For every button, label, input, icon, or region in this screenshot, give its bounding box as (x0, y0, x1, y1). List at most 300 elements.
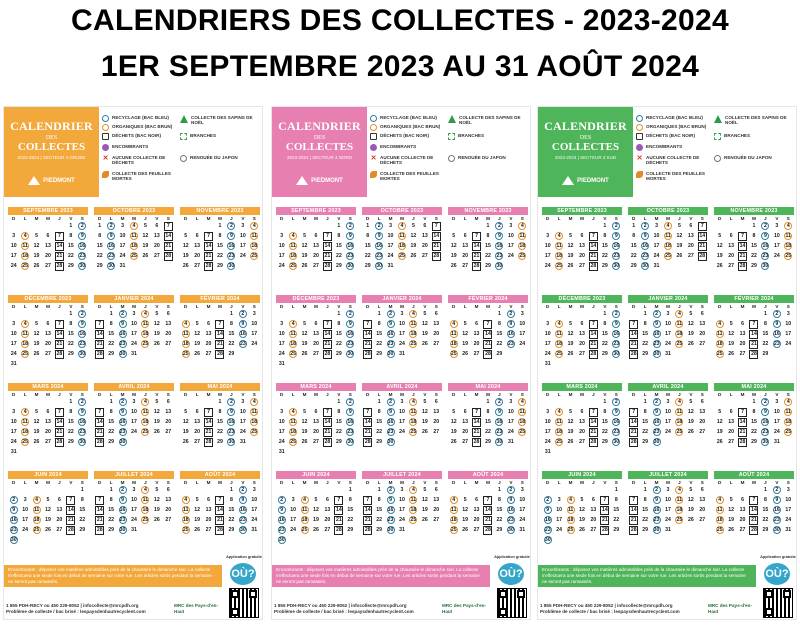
empty-cell (322, 309, 333, 319)
month-header: AVRIL 2024 (362, 383, 442, 391)
day-cell (19, 261, 30, 271)
day-number: 20 (579, 341, 585, 347)
day-cell (42, 329, 53, 339)
day-cell (639, 319, 650, 329)
day-number: 18 (290, 429, 297, 435)
day-number: 5 (718, 233, 722, 239)
weekday-label: M (206, 304, 211, 309)
weekday-label: M (666, 216, 670, 221)
day-number: 27 (165, 429, 172, 435)
day-cell (65, 309, 76, 319)
day-number: 29 (751, 263, 757, 269)
day-cell (685, 505, 696, 515)
weekday-label: J (592, 480, 595, 485)
day-cell (748, 397, 759, 407)
day-number: 28 (364, 351, 371, 357)
weekday-label: V (775, 392, 779, 397)
day-number: 2 (348, 399, 352, 405)
weekday-label: J (326, 480, 329, 485)
day-cell (180, 505, 191, 515)
day-number: 23 (239, 341, 246, 347)
day-cell (94, 231, 105, 241)
day-cell (553, 339, 564, 349)
day-cell (180, 241, 191, 251)
day-cell (771, 525, 782, 535)
month-calendar (628, 295, 708, 359)
day-number: 6 (195, 409, 199, 415)
day-cell (128, 319, 139, 329)
mountain-icon (28, 176, 40, 185)
day-cell (542, 535, 553, 545)
day-cell (611, 437, 622, 447)
month-header: MARS 2024 (8, 383, 88, 391)
empty-cell (471, 485, 482, 495)
day-cell (482, 261, 493, 271)
day-number: 17 (387, 243, 394, 249)
day-grid (362, 221, 442, 271)
day-cell (448, 329, 459, 339)
month-header: MARS 2024 (276, 383, 356, 391)
calendar-panel (4, 107, 262, 619)
badge-line3: COLLECTES (551, 141, 620, 153)
day-cell (419, 505, 430, 515)
day-number: 27 (324, 527, 331, 533)
day-cell (448, 231, 459, 241)
day-cell (771, 231, 782, 241)
day-cell (373, 231, 384, 241)
weekday-label: M (314, 480, 318, 485)
day-cell (362, 339, 373, 349)
day-number: 20 (473, 341, 480, 347)
day-number: 12 (33, 243, 40, 249)
day-cell (385, 407, 396, 417)
day-number: 8 (229, 321, 233, 327)
day-cell (725, 495, 736, 505)
day-number: 14 (324, 331, 331, 337)
day-cell (237, 329, 248, 339)
weekday-label: S (80, 480, 84, 485)
day-cell (373, 505, 384, 515)
day-cell (151, 309, 162, 319)
day-cell (345, 437, 356, 447)
day-number: 14 (67, 507, 74, 513)
day-number: 22 (762, 517, 769, 523)
day-number: 5 (303, 409, 306, 415)
month-calendar (448, 207, 528, 271)
day-cell (542, 515, 553, 525)
day-cell (214, 319, 225, 329)
day-number: 1 (98, 223, 102, 229)
day-number: 29 (601, 263, 608, 269)
day-number: 19 (301, 253, 308, 259)
day-number: 20 (579, 253, 585, 259)
day-cell (249, 221, 260, 231)
day-cell (191, 251, 202, 261)
day-number: 30 (347, 263, 354, 269)
day-number: 17 (131, 331, 137, 337)
day-number: 3 (23, 497, 27, 503)
day-number: 24 (399, 429, 405, 435)
day-cell (697, 397, 708, 407)
day-number: 16 (108, 243, 115, 249)
day-number: 15 (376, 331, 383, 337)
day-cell (542, 241, 553, 251)
day-cell (714, 407, 725, 417)
weekday-label: V (69, 392, 73, 397)
day-cell (214, 417, 225, 427)
day-cell (448, 407, 459, 417)
day-cell (431, 417, 442, 427)
empty-cell (333, 485, 344, 495)
day-number: 3 (520, 311, 524, 317)
day-number: 2 (546, 497, 550, 503)
day-cell (482, 221, 493, 231)
day-cell (299, 525, 310, 535)
weekday-label: M (218, 392, 222, 397)
day-cell (191, 427, 202, 437)
weekday-label: M (580, 392, 584, 397)
day-number: 5 (452, 409, 456, 415)
day-number: 26 (567, 263, 574, 269)
day-cell (431, 427, 442, 437)
day-cell (310, 319, 321, 329)
weekday-label: D (12, 216, 16, 221)
weekday-label: D (98, 392, 102, 397)
day-cell (783, 397, 794, 407)
weekday-label: V (423, 392, 427, 397)
day-number: 22 (364, 253, 371, 259)
empty-cell (448, 397, 459, 407)
day-number: 6 (434, 311, 438, 317)
day-cell (345, 417, 356, 427)
day-cell (345, 485, 356, 495)
day-cell (151, 319, 162, 329)
day-number: 26 (410, 253, 417, 259)
day-cell (725, 241, 736, 251)
day-number: 9 (280, 507, 284, 513)
day-number: 16 (642, 243, 649, 249)
day-number: 10 (10, 243, 17, 249)
weekday-label: M (580, 304, 584, 309)
month-calendar (362, 383, 442, 447)
day-cell (760, 231, 771, 241)
day-cell (396, 485, 407, 495)
day-cell (448, 495, 459, 505)
day-number: 8 (69, 409, 73, 415)
weekday-label: M (218, 304, 222, 309)
day-cell (448, 437, 459, 447)
day-number: 8 (497, 497, 501, 503)
day-number: 1 (763, 487, 767, 493)
day-cell (385, 349, 396, 359)
day-cell (611, 309, 622, 319)
day-number: 6 (57, 497, 61, 503)
day-cell (448, 515, 459, 525)
weekday-label: S (786, 216, 790, 221)
day-number: 27 (462, 263, 469, 269)
day-cell (276, 417, 287, 427)
day-cell (287, 525, 298, 535)
day-cell (542, 251, 553, 261)
day-number: 31 (387, 263, 394, 269)
legend-item (370, 171, 448, 182)
day-number: 8 (603, 409, 607, 415)
day-number: 8 (614, 497, 618, 503)
day-cell (651, 485, 662, 495)
day-cell (611, 427, 622, 437)
day-number: 26 (153, 517, 160, 523)
day-cell (362, 329, 373, 339)
day-cell (237, 309, 248, 319)
day-cell (8, 495, 19, 505)
empty-cell (459, 309, 470, 319)
day-cell (31, 261, 42, 271)
day-number: 21 (601, 517, 608, 523)
day-cell (180, 427, 191, 437)
legend-label: BRANCHES (458, 133, 485, 138)
day-number: 1 (218, 399, 222, 405)
empty-cell (542, 485, 553, 495)
day-number: 25 (142, 517, 149, 523)
day-number: 18 (785, 243, 792, 249)
day-cell (542, 329, 553, 339)
day-cell (276, 525, 287, 535)
weekday-label: M (568, 480, 573, 485)
month-header: OCTOBRE 2023 (628, 207, 708, 215)
day-cell (639, 515, 650, 525)
legend-item (714, 155, 792, 162)
day-cell (65, 231, 76, 241)
day-cell (662, 505, 673, 515)
day-number: 22 (376, 517, 383, 523)
day-number: 18 (410, 331, 417, 337)
weekday-label: S (700, 216, 704, 221)
qr-code-icon[interactable] (764, 589, 792, 617)
qr-code-icon[interactable] (498, 589, 526, 617)
day-cell (748, 319, 759, 329)
day-number: 17 (556, 517, 563, 523)
day-number: 6 (689, 223, 693, 229)
day-number: 11 (676, 497, 683, 503)
day-cell (737, 349, 748, 359)
day-cell (8, 251, 19, 261)
qr-code-icon[interactable] (230, 589, 258, 617)
day-number: 13 (739, 331, 746, 337)
day-number: 3 (389, 223, 392, 229)
day-number: 8 (69, 321, 73, 327)
day-cell (345, 231, 356, 241)
day-cell (287, 349, 298, 359)
day-number: 27 (739, 351, 746, 357)
weekday-label: J (412, 392, 415, 397)
day-cell (94, 319, 105, 329)
day-cell (117, 407, 128, 417)
day-number: 27 (579, 263, 585, 269)
day-cell (65, 241, 76, 251)
empty-cell (565, 485, 576, 495)
day-number: 25 (785, 253, 792, 259)
day-number: 15 (335, 243, 342, 249)
day-number: 26 (687, 341, 694, 347)
day-number: 29 (601, 439, 608, 445)
app-logo-icon: OÙ? (498, 563, 524, 585)
day-cell (599, 221, 610, 231)
day-cell (94, 251, 105, 261)
day-number: 9 (614, 233, 618, 239)
day-number: 14 (590, 331, 597, 337)
day-number: 28 (217, 351, 223, 357)
day-cell (565, 417, 576, 427)
day-cell (249, 309, 260, 319)
day-cell (8, 231, 19, 241)
day-cell (226, 349, 237, 359)
branches-icon (448, 133, 455, 140)
day-number: 13 (313, 331, 319, 337)
day-cell (459, 437, 470, 447)
day-cell (576, 525, 587, 535)
weekday-label: J (764, 480, 767, 485)
day-cell (31, 231, 42, 241)
day-cell (8, 417, 19, 427)
day-number: 4 (252, 223, 256, 229)
badge-line3: COLLECTES (285, 141, 354, 153)
day-number: 29 (762, 351, 769, 357)
day-cell (628, 339, 639, 349)
day-cell (674, 417, 685, 427)
day-cell (42, 427, 53, 437)
day-number: 4 (677, 487, 681, 493)
day-cell (128, 515, 139, 525)
day-cell (482, 241, 493, 251)
day-number: 21 (739, 253, 746, 259)
day-number: 11 (567, 507, 574, 513)
day-cell (517, 309, 528, 319)
day-number: 21 (485, 341, 491, 347)
day-cell (505, 515, 516, 525)
empty-cell (19, 485, 30, 495)
empty-cell (448, 221, 459, 231)
day-number: 3 (400, 311, 404, 317)
day-cell (276, 349, 287, 359)
day-number: 10 (131, 321, 137, 327)
day-cell (599, 495, 610, 505)
qr-corner (783, 590, 791, 598)
day-number: 14 (630, 507, 637, 513)
weekday-label: S (434, 304, 438, 309)
day-grid (448, 397, 528, 447)
day-cell (128, 349, 139, 359)
day-cell (237, 319, 248, 329)
day-cell (117, 427, 128, 437)
day-cell (611, 261, 622, 271)
day-cell (611, 329, 622, 339)
day-number: 4 (184, 497, 188, 503)
day-number: 30 (119, 527, 126, 533)
day-number: 4 (23, 321, 27, 327)
day-number: 12 (182, 243, 189, 249)
weekday-label: M (654, 216, 659, 221)
day-number: 6 (700, 487, 704, 493)
day-number: 16 (278, 517, 285, 523)
day-cell (553, 241, 564, 251)
weekday-label: L (463, 216, 467, 221)
day-number: 15 (108, 419, 115, 425)
day-number: 4 (184, 321, 188, 327)
day-number: 9 (655, 321, 658, 327)
day-cell (226, 485, 237, 495)
day-number: 3 (655, 223, 658, 229)
day-number: 21 (364, 429, 371, 435)
day-cell (459, 525, 470, 535)
day-number: 27 (313, 439, 319, 445)
day-number: 8 (643, 321, 647, 327)
day-cell (662, 309, 673, 319)
day-cell (373, 241, 384, 251)
day-cell (333, 397, 344, 407)
month-calendar (628, 383, 708, 447)
day-number: 16 (119, 419, 126, 425)
day-number: 29 (751, 439, 757, 445)
day-cell (760, 407, 771, 417)
contact-line: 1 855 PDH-RECY ou 450 229-8052 | infocollecte@mrcpdh.org (274, 603, 407, 608)
day-cell (322, 251, 333, 261)
day-number: 23 (278, 527, 285, 533)
day-cell (94, 349, 105, 359)
day-cell (203, 241, 214, 251)
day-cell (214, 339, 225, 349)
day-cell (725, 339, 736, 349)
day-number: 12 (142, 233, 149, 239)
day-cell (725, 329, 736, 339)
day-cell (685, 251, 696, 261)
empty-cell (322, 397, 333, 407)
qr-corner (765, 608, 773, 616)
day-number: 17 (507, 419, 514, 425)
day-number: 27 (313, 263, 319, 269)
legend-item (370, 124, 448, 131)
day-number: 12 (450, 243, 457, 249)
day-cell (685, 515, 696, 525)
organic-icon (102, 124, 109, 131)
day-cell (77, 505, 88, 515)
weekday-label: S (700, 480, 704, 485)
day-cell (140, 251, 151, 261)
day-cell (611, 505, 622, 515)
day-cell (65, 525, 76, 535)
day-number: 14 (324, 419, 331, 425)
day-cell (628, 349, 639, 359)
day-number: 26 (567, 439, 574, 445)
day-cell (226, 417, 237, 427)
day-number: 19 (153, 419, 160, 425)
day-number: 24 (544, 439, 551, 445)
day-cell (237, 437, 248, 447)
weekday-label: L (23, 480, 27, 485)
day-cell (662, 251, 673, 261)
weekday-label: V (603, 392, 607, 397)
day-grid (276, 397, 356, 457)
day-cell (408, 397, 419, 407)
day-number: 20 (728, 253, 735, 259)
empty-cell (299, 221, 310, 231)
weekday-label: M (46, 216, 50, 221)
day-number: 29 (96, 263, 103, 269)
day-cell (674, 329, 685, 339)
day-number: 9 (655, 409, 658, 415)
weekday-label: S (80, 216, 84, 221)
day-cell (385, 319, 396, 329)
day-number: 11 (182, 331, 189, 337)
